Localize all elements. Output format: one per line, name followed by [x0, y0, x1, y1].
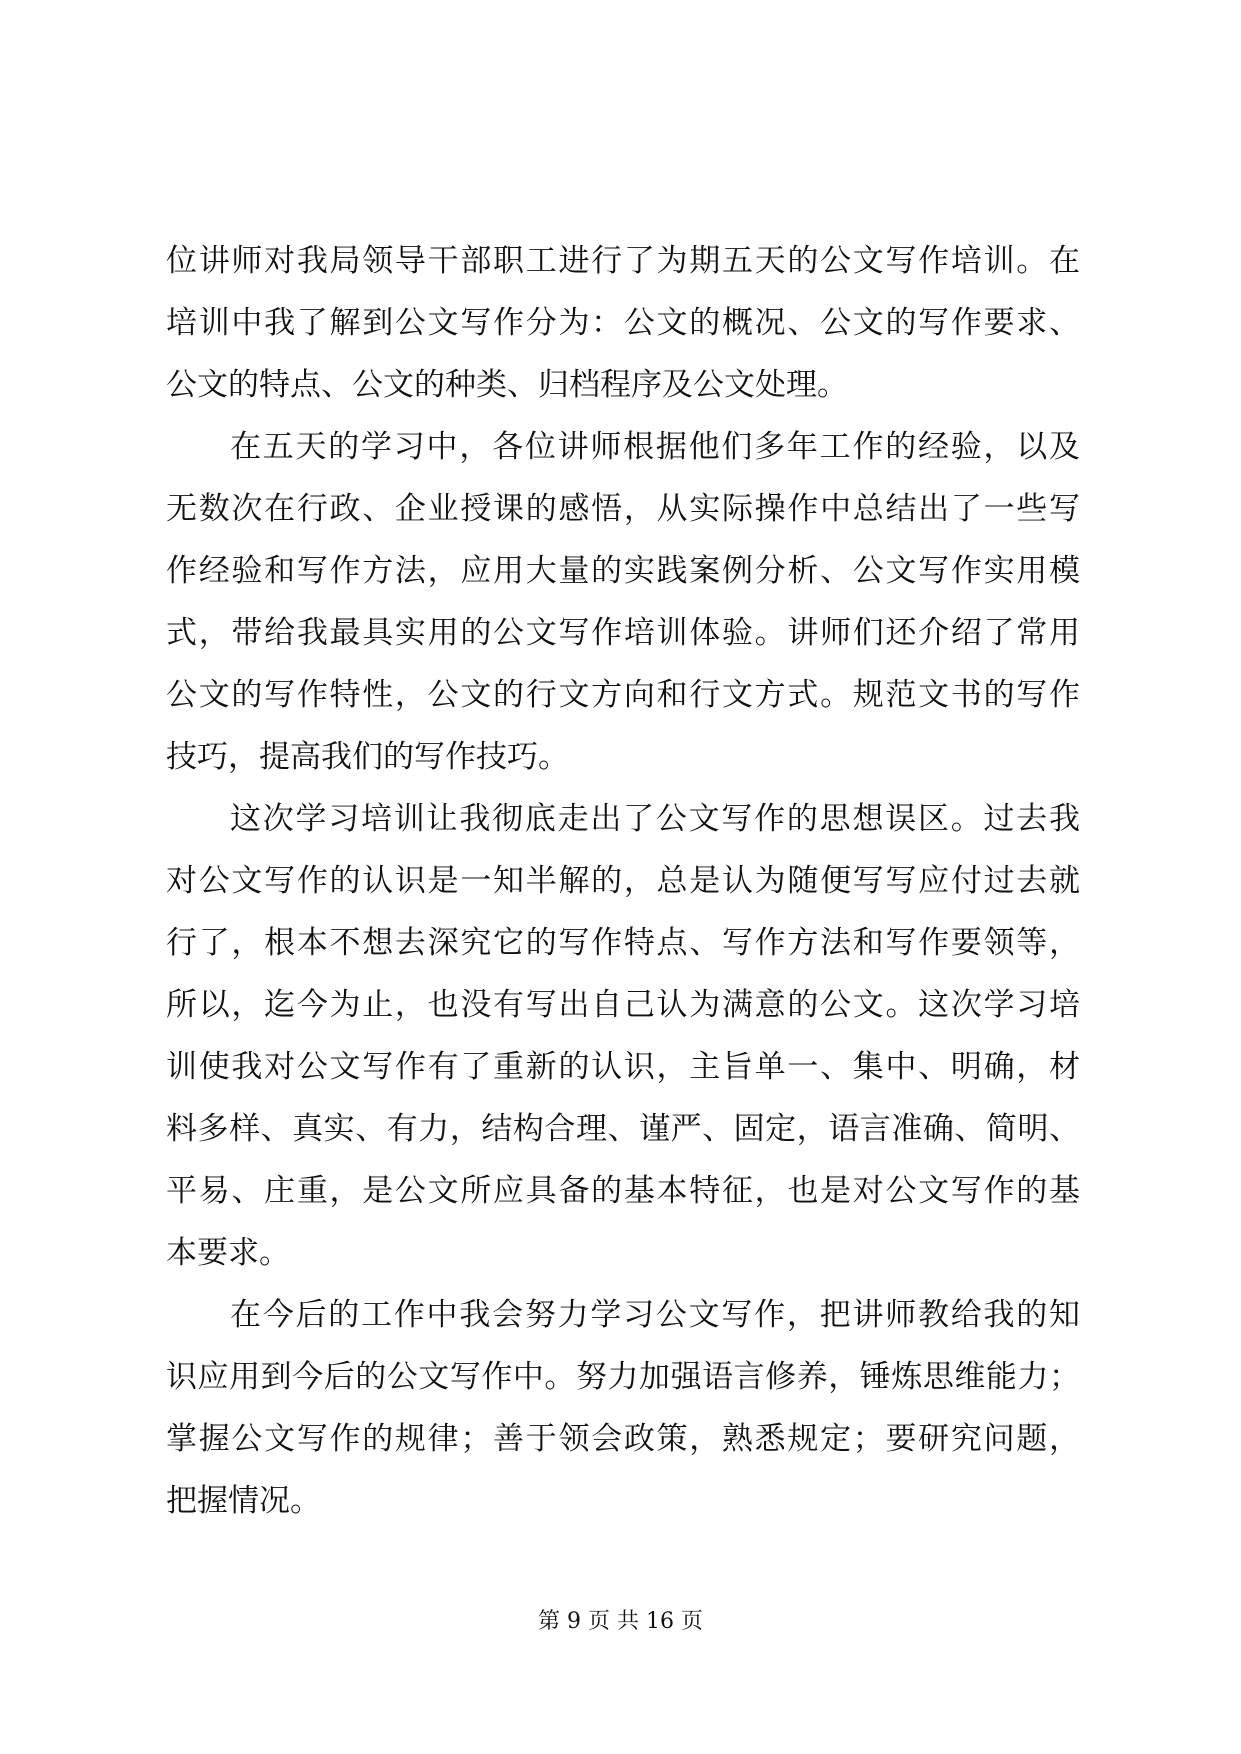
text-line: 掌握公文写作的规律；善于领会政策，熟悉规定；要研究问题，	[166, 1421, 1080, 1457]
text-line: 料多样、真实、有力，结构合理、谨严、固定，语言准确、简明、	[166, 1111, 1080, 1147]
text-line: 行了，根本不想去深究它的写作特点、写作方法和写作要领等，	[166, 925, 1080, 961]
paragraph-start-line: 在今后的工作中我会努力学习公文写作，把讲师教给我的知	[230, 1297, 1080, 1333]
text-line: 作经验和写作方法，应用大量的实践案例分析、公文写作实用模	[166, 553, 1080, 589]
paragraph-start-line: 这次学习培训让我彻底走出了公文写作的思想误区。过去我	[230, 801, 1080, 837]
text-line: 技巧，提高我们的写作技巧。	[166, 739, 569, 775]
text-line: 位讲师对我局领导干部职工进行了为期五天的公文写作培训。在	[166, 243, 1080, 279]
text-line: 公文的写作特性，公文的行文方向和行文方式。规范文书的写作	[166, 677, 1080, 713]
text-line: 对公文写作的认识是一知半解的，总是认为随便写写应付过去就	[166, 863, 1080, 899]
text-line: 所以，迄今为止，也没有写出自己认为满意的公文。这次学习培	[166, 987, 1080, 1023]
text-line: 培训中我了解到公文写作分为：公文的概况、公文的写作要求、	[166, 305, 1080, 341]
text-line: 把握情况。	[166, 1483, 321, 1519]
body-text	[166, 230, 1080, 1532]
text-line: 无数次在行政、企业授课的感悟，从实际操作中总结出了一些写	[166, 491, 1080, 527]
text-line: 本要求。	[166, 1235, 290, 1271]
text-line: 式，带给我最具实用的公文写作培训体验。讲师们还介绍了常用	[166, 615, 1080, 651]
page-number-footer: 第 9 页 共 16 页	[538, 1609, 703, 1634]
text-line: 识应用到今后的公文写作中。努力加强语言修养，锤炼思维能力；	[166, 1359, 1080, 1395]
paragraph-start-line: 在五天的学习中，各位讲师根据他们多年工作的经验，以及	[230, 429, 1080, 465]
text-line: 公文的特点、公文的种类、归档程序及公文处理。	[166, 367, 848, 403]
text-line: 训使我对公文写作有了重新的认识，主旨单一、集中、明确，材	[166, 1049, 1080, 1085]
text-line: 平易、庄重，是公文所应具备的基本特征，也是对公文写作的基	[166, 1173, 1080, 1209]
